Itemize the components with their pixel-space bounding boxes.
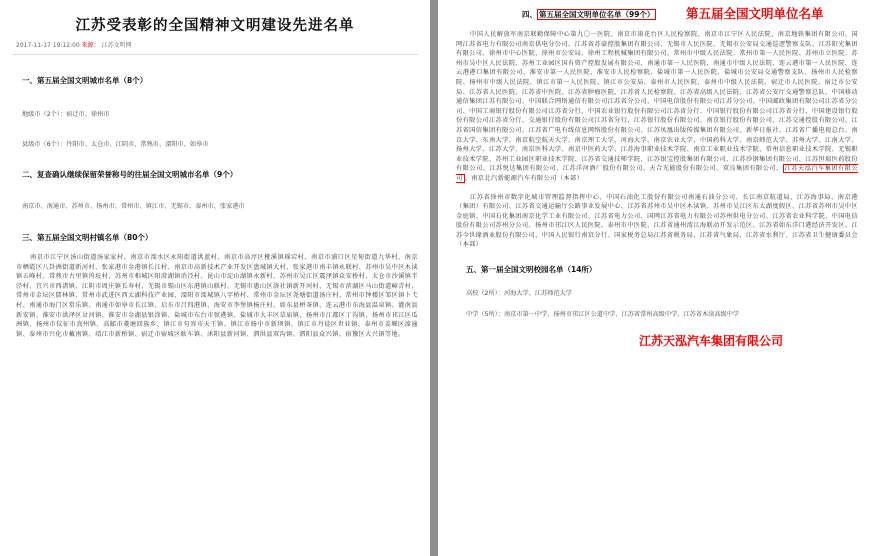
source-site: 江苏文明网: [101, 42, 132, 49]
publish-date: 2017-11-17 19:12:00: [16, 42, 80, 49]
left-document-page: [0, 0, 430, 556]
tianhong-auto-highlight: 江苏天泓汽车集团有限公司: [456, 165, 858, 182]
section-heading-civilized-campus: 五、第一届全国文明校园名单（14所）: [466, 265, 597, 275]
prefecture-cities-line: 地级市（2个）：宿迁市、徐州市: [22, 111, 110, 118]
section-heading-civilized-villages: 三、第五届全国文明村镇名单（80个）: [22, 233, 153, 242]
section-heading-civilized-cities: 一、第五届全国文明城市名单（8个）: [22, 76, 148, 85]
article-meta: [0, 35, 430, 49]
reconfirmed-units-paragraph: 江苏省徐州市数字化城市管理监督指挥中心、中国石油化工股份有限公司南通石油分公司、长江南京航道局、江苏海事局、南京港（集团）有限公司、江苏省交通运输厅公路事业发展中心、江苏省苏州市吴中区木渎镇、苏州市吴江区东太湖度假区、江苏省苏州市吴中区金庭镇、中国石化集团南京化学工业有限公司、江苏省电力公司、国网江苏省电力有限公司苏州供电分公司、江苏省农业科学院、中国电信股份有限公司苏州分公司、扬州市邗江区人民医院、泰州市中医院、江苏省通州湾江海联动开发示范区、江苏省如东洋口港经济开发区、江苏今世缘酒业股份有限公司、中国人民银行南京分行、国家税务总局江苏省税务局、江苏省气象局、江苏省水利厅、江苏省卫生健康委员会（本部）: [456, 193, 858, 249]
civilized-units-text: 中国人民解放军南京联勤保障中心第九〇一医院、南京市雨花台区人民检察院、南京市江宁区人民法院、南京地铁集团有限公司、国网江苏省电力有限公司南京供电分公司、江苏省苏豪控股集团有限公司、无锡市人民医院、无锡市公安局交通巡逻警察支队、江苏阳光集团有限公司、徐州市中心医院、徐州市公安局、徐州工程机械集团有限公司、常州市中级人民法院、常州市第一人民医院、苏州市立医院、苏州市吴中区人民法院、苏州工业园区国有资产控股发展有限公司、南通市第一人民医院、南通市中级人民法院、连云港市第一人民医院、连云港港口集团有限公司、淮安市第一人民医院、淮安市人民检察院、盐城市第一人民医院、盐城市公安局交通警察支队、扬州市人民检察院、扬州市中级人民法院、镇江市第一人民医院、镇江市公安局、泰州市人民医院、泰州市中级人民法院、宿迁市人民医院、宿迁市公安局、江苏省人民医院、江苏省中医院、江苏省肿瘤医院、江苏省人民检察院、江苏省高级人民法院、江苏省公安厅交通警察总队、中国移动通信集团江苏有限公司、中国联合网络通信有限公司江苏省分公司、中国电信股份有限公司江苏分公司、中国邮政集团有限公司江苏省分公司、中国工商银行股份有限公司江苏省分行、中国农业银行股份有限公司江苏省分行、中国银行股份有限公司江苏省分行、中国建设银行股份有限公司江苏省分行、交通银行股份有限公司江苏省分行、江苏银行股份有限公司、南京银行股份有限公司、江苏交通控股有限公司、江苏省国信集团有限公司、江苏省广电有线信息网络股份有限公司、江苏凤凰出版传媒集团有限公司、新华日报社、江苏省广播电视总台、南京大学、东南大学、南京航空航天大学、南京理工大学、河海大学、南京农业大学、中国药科大学、南京师范大学、苏州大学、江南大学、扬州大学、江苏大学、南京医科大学、南京中医药大学、江苏海事职业技术学院、南京工业职业技术学院、常州信息职业技术学院、无锡职业技术学院、苏州工业园区职业技术学院、江苏省交通技师学院、江苏银宝控股集团有限公司、江苏沙钢集团有限公司、江苏恒瑞医药股份有限公司、江苏悦达集团有限公司、江苏洋河酒厂股份有限公司、天合光能股份有限公司、双良集团有限公司、: [456, 31, 858, 173]
section-number: 四、: [522, 10, 537, 19]
civilized-villages-paragraph: 南京市江宁区汤山街道汤家家村、南京市溧水区永阳街道洪蓝村、南京市高淳区桠溪镇瑶宕村、南京市浦口区星甸街道九华村、南京市栖霞区八卦洲街道新河村、张家港市金港镇长江村、南京市高新技术产业开发区盘城镇大村、张家港市南丰镇永联村、苏州市吴中区木渎镇五峰村、常熟市古里镇坞坵村、苏州市相城区阳澄湖镇消泾村、昆山市淀山湖镇永新村、苏州市吴江区震泽镇众安桥村、太仓市沙溪镇半泾村、宜兴市西渚镇、江阴市周庄镇长寿村、无锡市锡山区东港镇山联村、无锡市惠山区洛社镇新开河村、无锡市滨湖区马山街道嶂青村、常州市金坛区儒林镇、常州市武进区西太湖科技产业园、溧阳市溧城镇八字桥村、常州市金坛区尧塘街道汤庄村、常州市钟楼区邹区镇卜弋村、南通市海门区常乐镇、南通市如皋市长江镇、启东市吕四港镇、海安市李堡镇杨庄村、如东县栟茶镇、连云港市东海县温泉镇、灌南县新安镇、淮安市洪泽区岔河镇、淮安市金湖县银涂镇、盐城市东台市弶港镇、盐城市大丰区草庙镇、扬州市江都区丁沟镇、扬州市邗江区瓜洲镇、扬州市仪征市真州镇、高邮市菱塘回族乡、镇江市句容市天王镇、镇江市扬中市新坝镇、镇江市丹徒区世业镇、泰州市姜堰区溱潼镇、泰州市兴化市戴南镇、靖江市新桥镇、宿迁市宿城区耿车镇、沭阳县新河镇、泗洪县双沟镇、泗阳县众兴镇、宿豫区大兴镇等地。: [16, 254, 418, 338]
title-divider: [12, 54, 418, 55]
reconfirmed-cities-line: 南京市、南通市、苏州市、扬州市、常州市、镇江市、无锡市、泰州市、张家港市: [22, 203, 245, 210]
civilized-units-heading-highlight: 第五届全国文明单位名单（99个）: [539, 10, 655, 19]
right-document-page: [438, 0, 870, 556]
section-heading-reconfirmed-cities: 二、复查确认继续保留荣誉称号的往届全国文明城市名单（9个）: [22, 170, 238, 179]
civilized-units-text-end: 、南京北汽新能源汽车有限公司（本部）: [464, 174, 584, 182]
county-cities-line: 县级市（6个）：丹阳市、太仓市、江阴市、常熟市、溧阳市、如皋市: [22, 141, 209, 148]
middle-school-line: 中学（5所）：南京市第一中学、扬州市邗江区公道中学、江苏省常州高级中学、江苏省木渎高级中学: [466, 311, 740, 319]
annotation-label-civilized-units: 第五届全国文明单位名单: [686, 6, 824, 21]
civilized-units-paragraph: [438, 30, 870, 184]
university-line: 高校（2所）：河海大学、江苏师范大学: [466, 290, 573, 298]
page-title: 江苏受表彰的全国精神文明建设先进名单: [75, 18, 355, 34]
page-gutter: [430, 0, 438, 556]
source-label: 来源：: [81, 42, 100, 49]
annotation-label-tianhong-auto: 江苏天泓汽车集团有限公司: [639, 334, 784, 348]
